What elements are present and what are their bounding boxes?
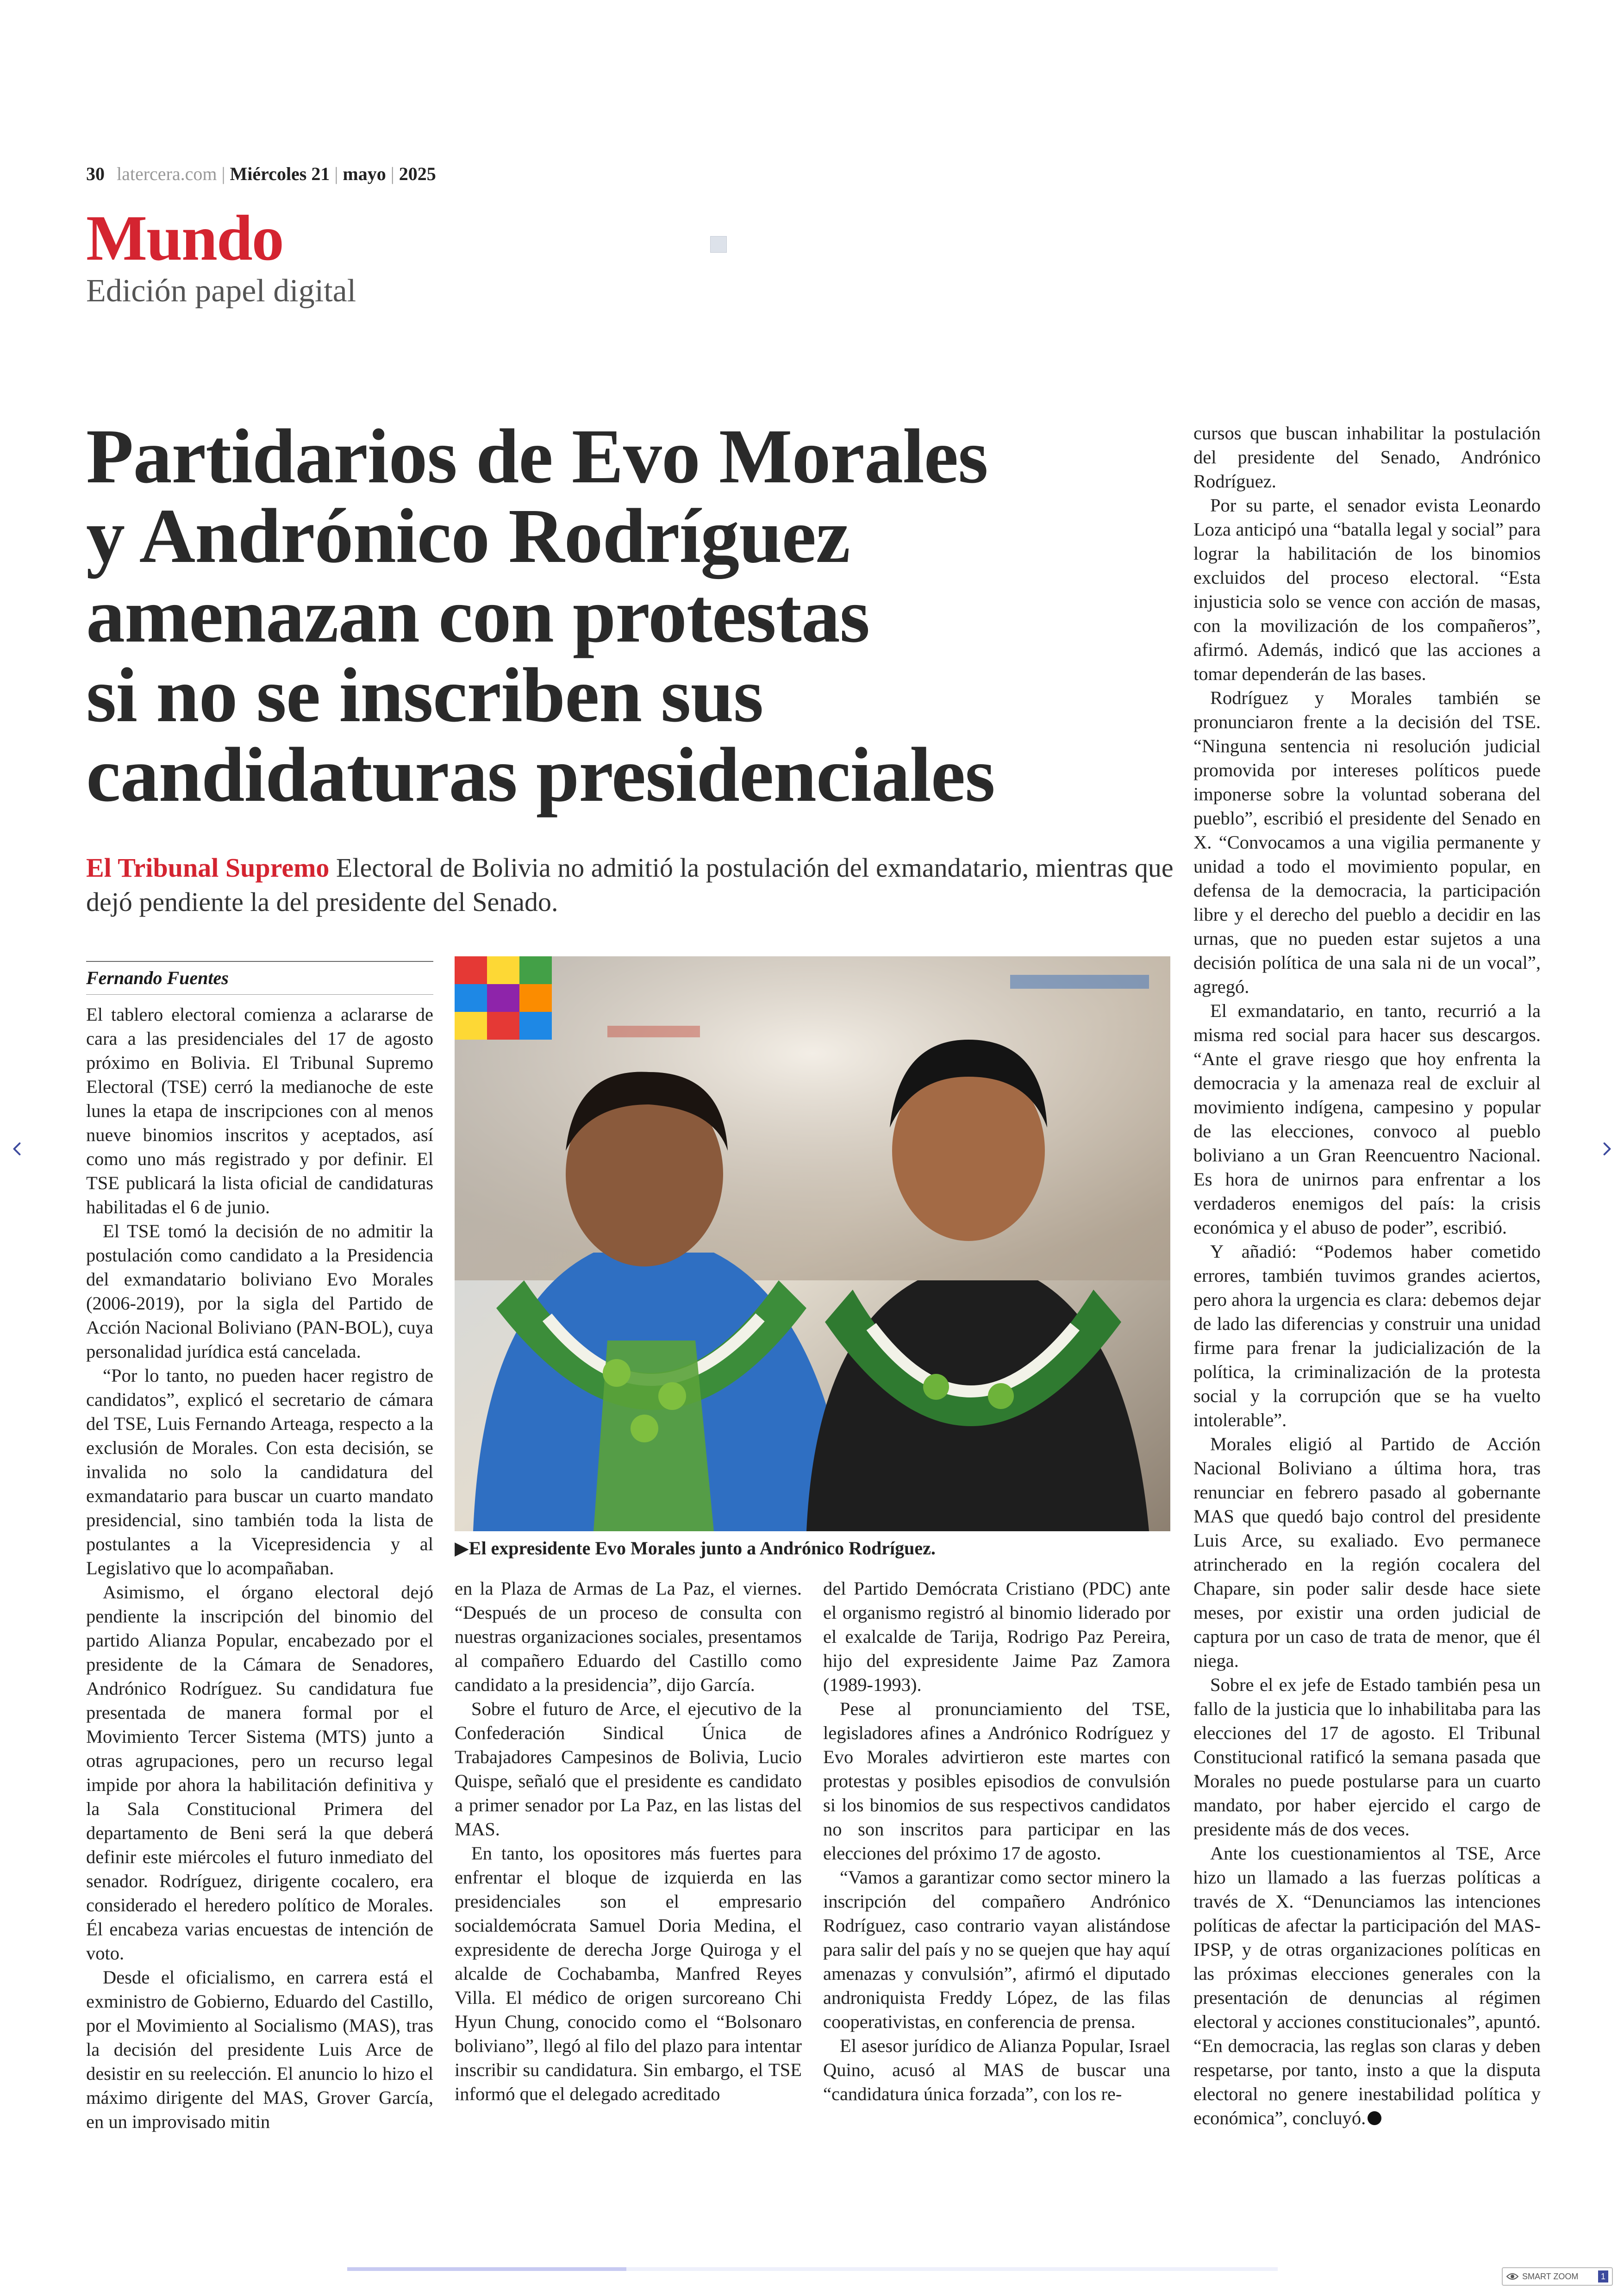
paragraph: Sobre el ex jefe de Estado también pesa un fallo de la justicia que lo inhabilitaba para las elecciones del 17 de agosto. El Tribunal Constitucional ratificó la semana pasada que Morales no puede postularse para un cuarto mandato, por haber ejercido el cargo de presidente más de dos veces. — [1193, 1674, 1541, 1840]
paragraph-last — [1193, 1841, 1541, 2130]
folio-separator: | — [334, 163, 338, 184]
paragraph: Y añadió: “Podemos haber cometido errores, también tuvimos grandes aciertos, pero ahora la urgencia es clara: debemos dejar de lado las diferencias y construir una unidad firme para frenar la judicialización de la política, la criminalización de la protesta social y la corrupción que se ha vuelto intolerable”. — [1193, 1241, 1541, 1430]
smart-zoom-button[interactable] — [1502, 2267, 1613, 2286]
article-column-1 — [86, 1003, 433, 2134]
page-progress-fill — [347, 2267, 626, 2271]
paragraph-text: Ante los cuestionamientos al TSE, Arce hizo un llamado a las fuerzas políticas a través de X. “Denunciamos las intenciones políticas de afectar la participación del MAS-IPSP, y de otras organizaciones políticas en las próximas elecciones generales con la presentación de denuncias al régimen electoral y acciones constitucionales”, apuntó. “En democracia, las reglas son claras y deben respetarse, por tanto, insto a que la disputa electoral no genere inestabilidad política y económica”, concluyó. — [1193, 1843, 1541, 2128]
article-column-3 — [823, 1577, 1170, 2106]
headline-line: amenazan con protestas — [86, 573, 870, 659]
article-headline — [86, 413, 1188, 818]
chevron-right-icon — [1598, 1141, 1615, 1157]
folio-date: Miércoles 21 — [230, 163, 330, 184]
headline-line: si no se inscriben sus — [86, 652, 763, 738]
paragraph: Por su parte, el senador evista Leonardo Loza anticipó una “batalla legal y social” para lograr la habilitación de los binomios excluidos del proceso electoral. “Esta injusticia solo se vence con acción de masas, con la movilización de los compañeros”, afirmó. Además, indicó que las acciones a tomar dependerán de las bases. — [1193, 495, 1541, 684]
article-column-4 — [1193, 421, 1541, 2130]
smart-zoom-badge: 1 — [1598, 2270, 1608, 2283]
paragraph: En tanto, los opositores más fuertes para enfrentar el bloque de izquierda en las presidenciales son el empresario socialdemócrata Samuel Doria Medina, el expresidente de derecha Jorge Quiroga y el alcalde de Cochabamba, Manfred Reyes Villa. El médico de origen surcoreano Chi Hyun Chung, conocido como el “Bolsonaro boliviano”, llegó al filo del plazo para intentar inscribir su candidatura. Sin embargo, el TSE informó que el delegado acreditado — [455, 1843, 802, 2104]
paragraph: Sobre el futuro de Arce, el ejecutivo de la Confederación Sindical Única de Trabajadores Campesinos de Bolivia, Lucio Quispe, señaló que el presidente es candidato a primer senador por La Paz, en las listas del MAS. — [455, 1698, 802, 1840]
paragraph: “Vamos a garantizar como sector minero la inscripción del compañero Andrónico Rodríguez, caso contrario vayan alistándose para salir del país y no se quejen que hay aquí amenazas y convulsión”, afirmó el diputado androniquista Freddy López, de las filas cooperativistas, en conferencia de prensa. — [823, 1867, 1170, 2032]
article-column-2 — [455, 1577, 802, 2106]
folio-separator: | — [390, 163, 394, 184]
paragraph: “Por lo tanto, no pueden hacer registro de candidatos”, explicó el secretario de cámara del TSE, Luis Fernando Arteaga, respecto a la exclusión de Morales. Con esta decisión, se invalida no solo la candidatura del exmandatario para buscar un cuarto mandato presidencial, sino también toda la lista de postulantes a la Vicepresidencia y al Legislativo que lo acompañaban. — [86, 1365, 433, 1578]
paragraph: Desde el oficialismo, en carrera está el exministro de Gobierno, Eduardo del Castillo, por el Movimiento al Socialismo (MAS), tras la decisión del presidente Luis Arce de desistir en su reelección. El anuncio lo hizo el máximo dirigente del MAS, Grover García, en un improvisado mitin — [86, 1967, 433, 2132]
folio-separator: | — [221, 163, 225, 184]
article-photo — [455, 956, 1170, 1531]
chevron-left-icon — [9, 1141, 26, 1157]
deck-lead: El Tribunal Supremo — [86, 853, 330, 883]
paragraph: El asesor jurídico de Alianza Popular, Israel Quino, acusó al MAS de buscar una “candidatura única forzada”, con los re- — [823, 2035, 1170, 2104]
paragraph: Rodríguez y Morales también se pronunciaron frente a la decisión del TSE. “Ninguna sentencia ni resolución judicial promovida por intereses políticos puede imponerse sobre la voluntad soberana del pueblo”, escribió el presidente del Senado en X. “Convocamos a una vigilia permanente y unidad a todo el movimiento popular, en defensa de la democracia, la participación libre y el derecho del pueblo a decidir en las urnas, que no pueden estar sujetos a una decisión política de una sala ni de un vocal”, agregó. — [1193, 687, 1541, 997]
headline-line: y Andrónico Rodríguez — [86, 493, 850, 579]
next-page-button[interactable] — [1593, 1135, 1620, 1163]
headline-line: candidaturas presidenciales — [86, 732, 995, 818]
byline: Fernando Fuentes — [86, 967, 229, 988]
end-mark-icon — [1368, 2111, 1381, 2125]
flag-graphic — [455, 956, 552, 1040]
paragraph: El exmandatario, en tanto, recurrió a la misma red social para hacer sus descargos. “Ante el grave riesgo que hoy enfrenta la democracia y la amenaza real de excluir al movimiento indígena, campesino y popular de las elecciones, convoco al pueblo boliviano a un Gran Reencuentro Nacional. Es hora de unirnos para enfrentar a los verdaderos enemigos del país: la crisis económica y el abuso de poder”, escribió. — [1193, 1000, 1541, 1238]
section-title: Mundo — [86, 202, 283, 274]
photo-caption: ▶El expresidente Evo Morales junto a Andrónico Rodríguez. — [455, 1538, 936, 1559]
page-number: 30 — [86, 163, 105, 184]
site-name: latercera.com — [117, 163, 217, 184]
paragraph: Asimismo, el órgano electoral dejó pendiente la inscripción del binomio del partido Alianza Popular, encabezado por el presidente de la Cámara de Senadores, Andrónico Rodríguez. Su candidatura fue presentada de manera formal por el Movimiento Tercer Sistema (MTS) junto a otras agrupaciones, pero un recurso legal impide por ahora la habilitación definitiva y la Sala Constitucional Primera del departamento de Beni será la que deberá definir este miércoles el futuro inmediato del senador. Rodríguez, dirigente cocalero, era considerado el heredero político de Morales. Él encabeza varias encuestas de intención de voto. — [86, 1582, 433, 1964]
article-deck — [86, 851, 1188, 919]
paragraph: Morales eligió al Partido de Acción Nacional Boliviano a última hora, tras renunciar en febrero pasado al gobernante MAS que quedó bajo control del presidente Luis Arce, su exaliado. Evo permanece atrincherado en la región cocalera del Chapare, sin poder salir desde hace siete meses, por existir una orden judicial de captura por un caso de trata de menor, que él niega. — [1193, 1434, 1541, 1671]
eye-icon — [1506, 2272, 1518, 2281]
paragraph: El TSE tomó la decisión de no admitir la postulación como candidato a la Presidencia del exmandatario boliviano Evo Morales (2006-2019), por la sigla del Partido de Acción Nacional Boliviano (PAN-BOL), cuya personalidad jurídica está cancelada. — [86, 1221, 433, 1362]
paragraph: del Partido Demócrata Cristiano (PDC) ante el organismo registró al binomio liderado por el exalcalde de Tarija, Rodrigo Paz Pereira, hijo del expresidente Jaime Paz Zamora (1989-1993). — [823, 1578, 1170, 1695]
byline-rule — [86, 994, 433, 995]
paragraph: Pese al pronunciamiento del TSE, legisladores afines a Andrónico Rodríguez y Evo Morales advirtieron este martes con protestas y posibles episodios de convulsión si los binomios de sus respectivos candidatos no son inscritos para participar en las elecciones del próximo 17 de agosto. — [823, 1698, 1170, 1864]
folio-year: 2025 — [399, 163, 436, 184]
paragraph: El tablero electoral comienza a aclararse de cara a las presidenciales del 17 de agosto próximo en Bolivia. El Tribunal Supremo Electoral (TSE) cerró la medianoche de este lunes la etapa de inscripciones con al menos nueve binomios inscritos y aceptados, así como uno más registrado y por definir. El TSE publicará la lista oficial de candidaturas habilitadas el 6 de junio. — [86, 1004, 433, 1217]
folio-line — [86, 161, 436, 187]
page-marker-icon — [710, 236, 727, 253]
folio-month: mayo — [343, 163, 386, 184]
byline-rule — [86, 961, 433, 962]
headline-line: Partidarios de Evo Morales — [86, 413, 988, 499]
edition-label: Edición papel digital — [86, 273, 356, 309]
deck-text: Electoral de Bolivia no admitió la postulación del exmandatario, mientras que dejó pendiente la del presidente del Senado. — [86, 853, 1174, 917]
paragraph: cursos que buscan inhabilitar la postulación del presidente del Senado, Andrónico Rodríguez. — [1193, 423, 1541, 492]
smart-zoom-label: SMART ZOOM — [1522, 2271, 1579, 2281]
paragraph: en la Plaza de Armas de La Paz, el viernes. “Después de un proceso de consulta con nuestras organizaciones sociales, presentamos al compañero Eduardo del Castillo como candidato a la presidencia”, dijo García. — [455, 1578, 802, 1695]
previous-page-button[interactable] — [4, 1135, 31, 1163]
